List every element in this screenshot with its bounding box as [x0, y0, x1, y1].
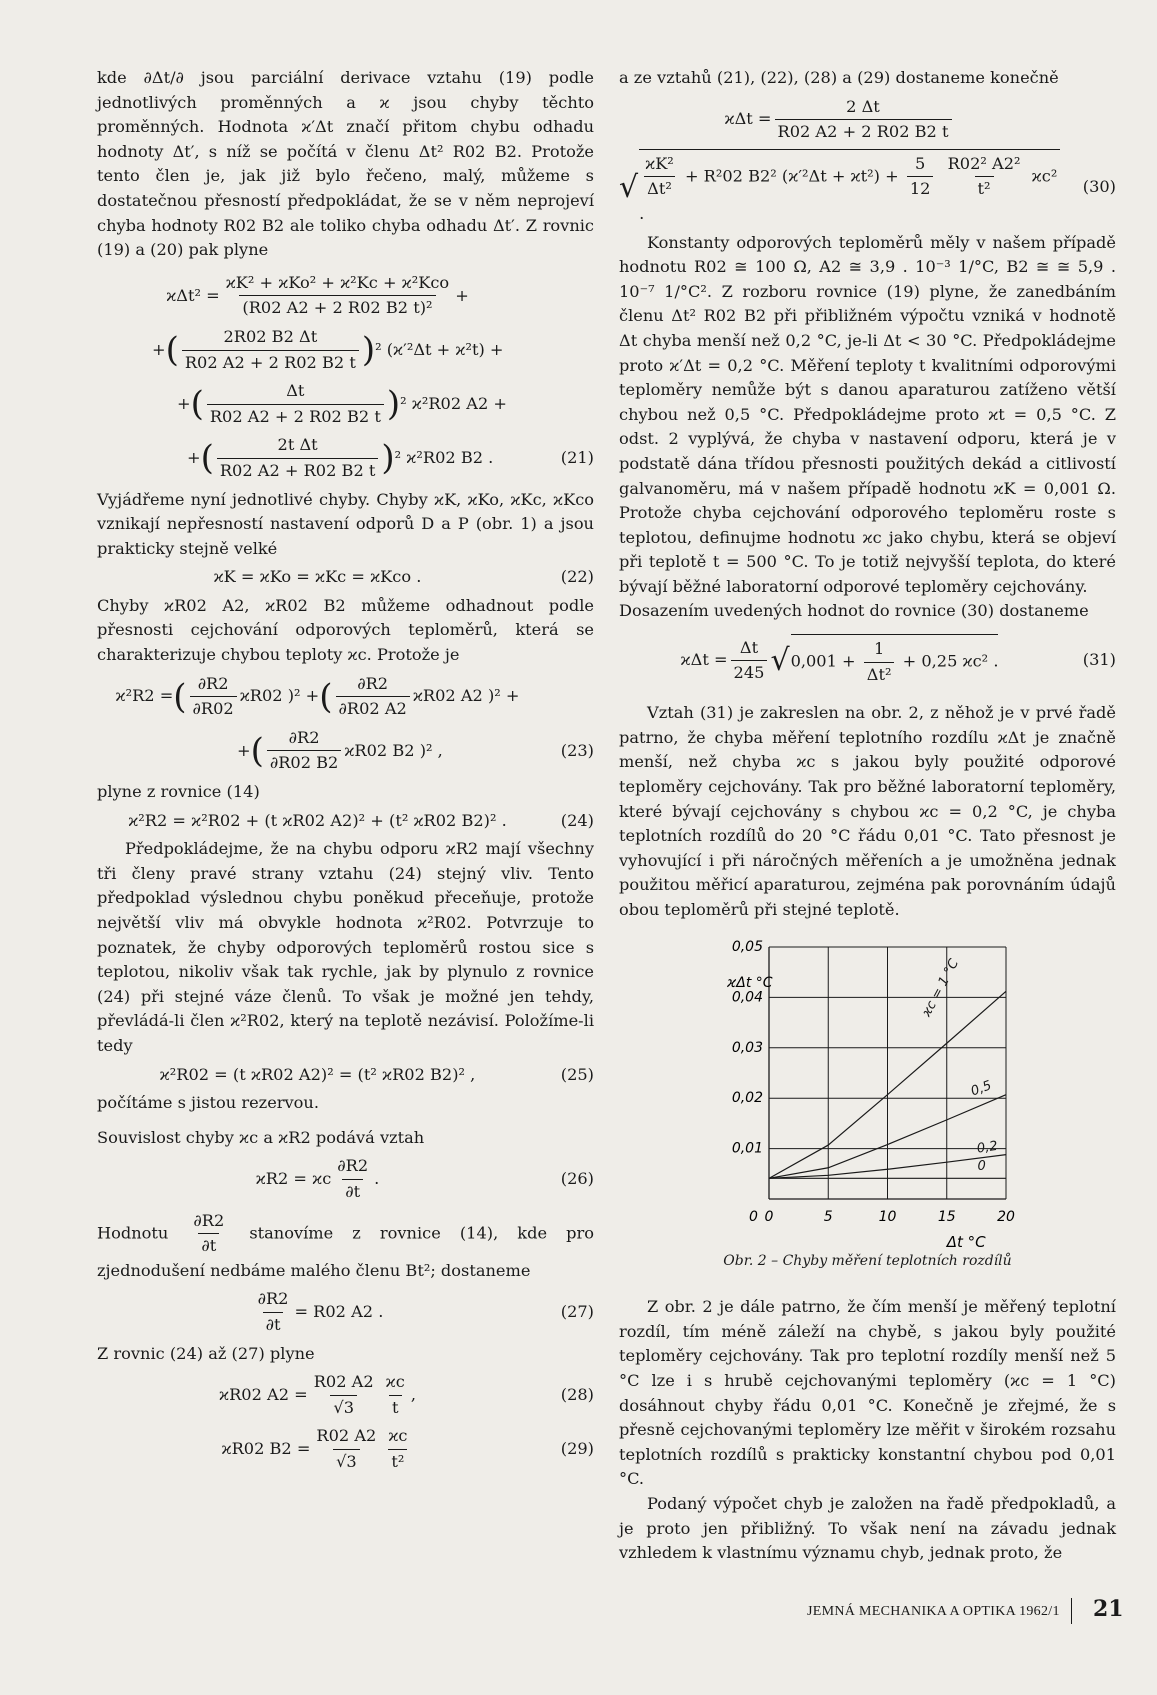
equation-31: ϰΔt = $\frac{\Delta t}{245}$ √ 0,001 + $\frac{1}{\text{Δt²}}$ + 0,25 ϰc² . (31) — [619, 634, 1116, 687]
paragraph: Vztah (31) je zakreslen na obr. 2, z něhož je v prvé řadě patrno, že chyba měření teplotního rozdílu ϰΔt je značně menší, než chyba ϰc s jakou byly použité odporové teploměry cejchovány. Tak pro běžné laboratorní teploměry, které bývají cejchovány s chybou ϰc = 0,2 °C, je chyba teplotních rozdílů do 20 °C řádu 0,01 °C. Tato přesnost je vyhovující i při náročných měřeních a je umožněna jednak použitou měřicí aparaturou, zejména pak porovnáním údajů obou teploměrů při stejné teplotě. — [619, 703, 1116, 919]
equation-30-line2: √ $\frac{\text{ϰK²}}{\text{Δt²}}$ + R²02 B2² (ϰ′²Δt + ϰt²) + $\frac{5}{12}$ $\frac{\text{R02² A2²}}{\text{t²}}$ ϰc² . (30) — [619, 149, 1116, 227]
equation-21-line4: + ( $\frac{\text{2t Δt}}{R02 A2 + R02 B2 t}$ ) ² ϰ²R02 B2 . (21) — [97, 433, 594, 483]
paragraph: Z rovnic (24) až (27) plyne — [97, 1343, 315, 1363]
equation-29: ϰR02 B2 = $\frac{R02 A2}{√3}$ $\frac{ϰc}{\text{t²}}$ (29) — [97, 1424, 594, 1474]
x-tick-label: 10 — [878, 1208, 897, 1225]
equation-30-line1: ϰΔt = $\frac{2 \Delta t}{R02 A2 + 2 R02 B2 t}$ — [619, 95, 1116, 145]
left-column — [97, 66, 594, 1478]
y-axis-label: ϰΔt °C — [727, 974, 773, 991]
equation-22: ϰK = ϰKo = ϰKc = ϰKco . (22) — [213, 567, 594, 587]
paragraph: Dosazením uvedených hodnot do rovnice (30) dostaneme — [619, 601, 1089, 621]
y-tick-label: 0,01 — [731, 1140, 763, 1157]
equation-21-line3: + ( $\frac{\Delta t}{R02 A2 + 2 R02 B2 t}$ ) ² ϰ²R02 A2 + — [97, 379, 594, 429]
paragraph: Podaný výpočet chyb je založen na řadě předpokladů, a je proto jen přibližný. To však není na závadu jednak vzhledem k vlastnímu významu chyb, jednak proto, že — [619, 1493, 1116, 1563]
x-tick-label: 0 — [764, 1208, 774, 1225]
equation-21-line1: ϰΔt² = $\frac{\text{ϰK² + ϰKo² + ϰ²Kc + ϰ²Kco}}{\text{(R02 A2 + 2 R02 B2 t)²}}$ + — [97, 271, 594, 321]
y-tick-label: 0,05 — [731, 938, 763, 955]
x-tick-label: 15 — [937, 1208, 956, 1225]
x-tick-label: 20 — [997, 1208, 1015, 1225]
paragraph: a ze vztahů (21), (22), (28) a (29) dostaneme konečně — [619, 68, 1059, 87]
x-tick-label: 5 — [823, 1208, 833, 1225]
journal-footer: JEMNÁ MECHANIKA A OPTIKA 1962/1 — [807, 1604, 1060, 1619]
paragraph: Vyjádřeme nyní jednotlivé chyby. Chyby ϰK, ϰKo, ϰKc, ϰKco vznikají nepřesností nastavení odporů D a P (obr. 1) a jsou prakticky stejně velké — [97, 489, 594, 558]
equation-21-line2: + ( $\frac{2R02 B2 \Delta t}{R02 A2 + 2 R02 B2 t}$ ) ² (ϰ′²Δt + ϰ²t) + — [97, 325, 594, 375]
y-tick-label: 0,04 — [731, 988, 763, 1005]
paragraph: kde ∂Δt/∂ jsou parciální derivace vztahu (19) podle jednotlivých proměnných a ϰ jsou chyby těchto proměnných. Hodnota ϰ′Δt značí přitom chybu odhadu hodnoty Δt′, s níž se počítá v členu Δt² R02 B2. Protože tento člen je, jak již bylo řečeno, malý, můžeme s dostatečnou přesností předpokládat, že se v něm neprojeví chyba hodnoty R02 B2 ale toliko chyba odhadu Δt′. Z rovnic (19) a (20) pak plyne — [97, 68, 594, 260]
paragraph: plyne z rovnice (14) — [97, 782, 260, 802]
equation-23-line1: ϰ²R2 = ( $\frac{\partial R2}{\partial R02}$ ϰR02 )² + ( $\frac{\partial R2}{\partial R02 A2}$ ϰR02 A2 )² + — [97, 672, 594, 722]
paragraph: počítáme s jistou rezervou. — [97, 1093, 319, 1113]
series-label: 0,2 — [976, 1138, 999, 1157]
origin-label: 0 — [749, 1208, 758, 1225]
series-label: ϰc = 1 °C — [919, 956, 963, 1020]
equation-number: (21) — [560, 448, 594, 468]
paragraph: Konstanty odporových teploměrů měly v našem případě hodnotu R02 ≅ 100 Ω, A2 ≅ 3,9 . 10⁻³ 1/°C, B2 ≅ ≅ 5,9 . 10⁻⁷ 1/°C². Z rozboru rovnice (19) plyne, že zanedbáním členu Δt² R02 B2 při přibližném výpočtu vzniká v hodnotě Δt chyba menší než 0,2 °C, je-li Δt < 30 °C. Předpokládejme proto ϰ′Δt = 0,2 °C. Měření teploty t kvalitními odporovými teploměry nemůže být s danou aparaturou zatíženo větší chybou než 0,5 °C. Předpokládejme proto ϰt = 0,5 °C. Z odst. 2 vyplývá, že chyba v nastavení odporu, která je v podstatě dána třídou přesnosti použitých dekád a citlivostí galvanoměru, má v našem případě hodnotu ϰK = 0,001 Ω. Protože chyba cejchování odporového teploměru roste s teplotou, definujme hodnotu ϰc jako chybu, která se objeví při teplotě t = 500 °C. To je totiž nejvyšší teplota, do které bývají běžné laboratorní odporové teploměry cejchovány. — [619, 232, 1116, 596]
x-axis-label: Δt °C — [946, 1232, 986, 1249]
equation-28: ϰR02 A2 = $\frac{R02 A2}{√3}$ $\frac{ϰc}{t}$ , (28) — [97, 1370, 594, 1420]
equation-25: ϰ²R02 = (t ϰR02 A2)² = (t² ϰR02 B2)² , (25) — [159, 1064, 594, 1084]
y-tick-label: 0,03 — [731, 1039, 763, 1056]
paragraph: Chyby ϰR02 A2, ϰR02 B2 můžeme odhadnout podle přesnosti cejchování odporových teploměrů, která se charakterizuje chybou teploty ϰc. Protože je — [97, 595, 594, 665]
paragraph: Z obr. 2 je dále patrno, že čím menší je měřený teplotní rozdíl, tím méně záleží na chybě, s jakou byly použité teploměry cejchovány. Tak pro teplotní rozdíly menší než 5 °C lze i s hrubě cejchovanými teploměry (ϰc = 1 °C) dosáhnout chyby řádu 0,01 °C. Konečně je zřejmé, že s přesně cejchovanými teploměry lze měřit v širokém rozsahu teplotních rozdílů s prakticky konstantní chybou pod 0,01 °C. — [619, 1297, 1116, 1489]
equation-26: ϰR2 = ϰc $\frac{\partial R2}{\partial t}$ . (26) — [97, 1154, 594, 1204]
paragraph: Předpokládejme, že na chybu odporu ϰR2 mají všechny tři členy pravé strany vztahu (24) stejný vliv. Tento předpoklad výslednou chybu poněkud přeceňuje, protože největší vliv má obvykle hodnota ϰ²R02. Potvrzuje to poznatek, že chyby odporových teploměrů rostou sice s teplotou, nikoliv však tak rychle, jak by plynulo z rovnice (24) při stejné váze členů. To však je možné jen tehdy, převládá-li člen ϰ²R02, který na teplotě nezávisí. Položíme-li tedy — [97, 839, 594, 1055]
equation-27: $\frac{\partial R2}{\partial t}$ = R02 A2 . (27) — [97, 1287, 594, 1337]
figure-caption: Obr. 2 – Chyby měření teplotních rozdílů — [723, 1252, 1012, 1269]
equation-23-line2: + ( $\frac{\partial R2}{\partial R02 B2}$ ϰR02 B2 )² , (23) — [97, 726, 594, 776]
page-number: 21 — [1093, 1596, 1124, 1622]
series-label: 0 — [977, 1158, 986, 1174]
y-tick-label: 0,02 — [731, 1089, 763, 1106]
series-label: 0,5 — [969, 1077, 994, 1100]
paragraph: Souvislost chyby ϰc a ϰR2 podává vztah — [97, 1127, 425, 1147]
paragraph: Hodnotu $\frac{\partial R2}{\partial t}$ stanovíme z rovnice (14), kde pro zjednodušení nedbáme malého členu Bt²; dostaneme — [97, 1210, 594, 1280]
right-column — [619, 66, 1116, 1566]
equation-24: ϰ²R2 = ϰ²R02 + (t ϰR02 A2)² + (t² ϰR02 B2)² . (24) — [128, 810, 594, 830]
footer-divider — [1071, 1598, 1072, 1624]
error-chart — [619, 929, 1116, 1249]
